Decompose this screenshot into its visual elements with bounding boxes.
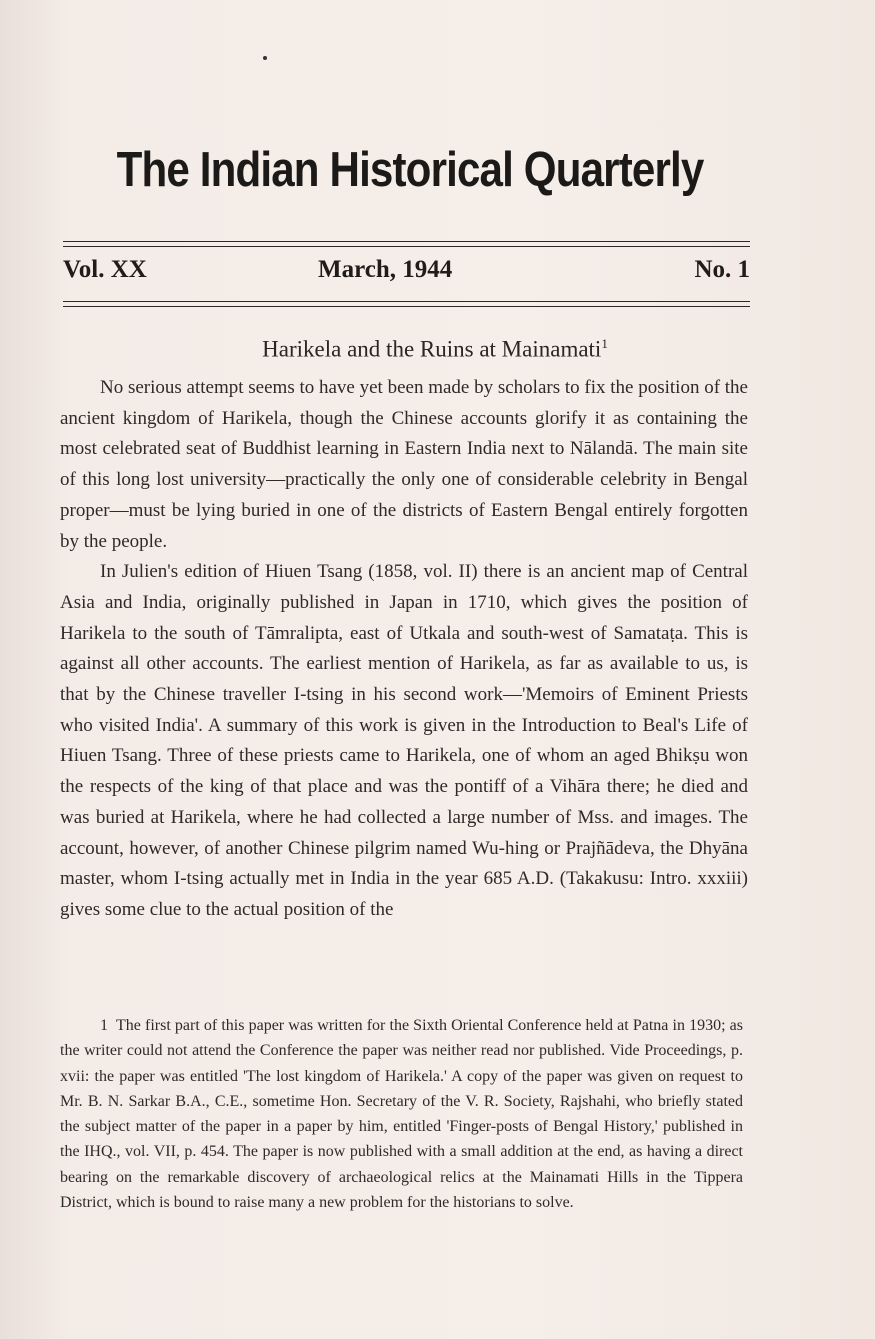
footnote-reference: 1 xyxy=(601,336,608,351)
paragraph: In Julien's edition of Hiuen Tsang (1858, vol. II) there is an ancient map of Central Asia and India, originally published in Japan in 1710, which gives the position of Harikela to the south of Tāmralipta, east of Utkala and south-west of Samataṭa. This is against all other accounts. The earliest mention of Harikela, as far as available to us, is that by the Chinese traveller I-tsing in his second work—'Memoirs of Eminent Priests who visited India'. A summary of this work is given in the Introduction to Beal's Life of Hiuen Tsang. Three of these priests came to Harikela, one of whom an aged Bhikṣu won the respects of the king of that place and was the pontiff of a Vihāra there; he died and was buried at Harikela, where he had collected a large number of Mss. and images. The account, however, of another Chinese pilgrim named Wu-hing or Prajñādeva, the Dhyāna master, whom I-tsing actually met in India in the year 685 A.D. (Takakusu: Intro. xxxiii) gives some clue to the actual position of the xyxy=(60,561,748,920)
issue-date: March, 1944 xyxy=(318,256,453,283)
article-title xyxy=(60,336,810,363)
paragraph: No serious attempt seems to have yet been made by scholars to fix the position of the ancient kingdom of Harikela, though the Chinese accounts glorify it as containing the most celebrated seat of Buddhist learning in Eastern India next to Nālandā. The main site of this long lost university—practically the only one of considerable celebrity in Bengal proper—must be lying buried in one of the districts of Eastern Bengal entirely forgotten by the people. xyxy=(60,377,748,552)
article-title-text: Harikela and the Ruins at Mainamati xyxy=(262,336,602,362)
header-rule-top xyxy=(63,241,750,242)
footnote-text: The first part of this paper was written for the Sixth Oriental Conference held at Patna in 1930; as the writer could not attend the Conference the paper was neither read nor published. Vide Proceedings, p. xvii: the paper was entitled 'The lost kingdom of Harikela.' A copy of the paper was given on request to Mr. B. N. Sarkar B.A., C.E., sometime Hon. Secretary of the V. R. Society, Rajshahi, who briefly stated the subject matter of the paper in a paper by him, entitled 'Finger-posts of Bengal History,' published in the IHQ., vol. VII, p. 454. The paper is now published with a small addition at the end, as having a direct bearing on the remarkable discovery of archaeological relics at the Mainamati Hills in the Tippera District, which is bound to raise many a new problem for the historians to solve. xyxy=(60,1017,743,1212)
article-body xyxy=(60,373,748,926)
volume-label: Vol. XX xyxy=(63,256,147,283)
footnote-marker: 1 xyxy=(100,1017,108,1034)
footnote xyxy=(60,1013,743,1215)
ink-speck xyxy=(263,56,267,60)
issue-info xyxy=(63,256,750,290)
journal-title: The Indian Historical Quarterly xyxy=(116,143,704,197)
footnote-section xyxy=(60,1013,743,1215)
header-rule-bottom-inner xyxy=(63,306,750,307)
header-rule-top-inner xyxy=(63,246,750,247)
header-rule-bottom xyxy=(63,301,750,302)
issue-number: No. 1 xyxy=(694,256,750,283)
